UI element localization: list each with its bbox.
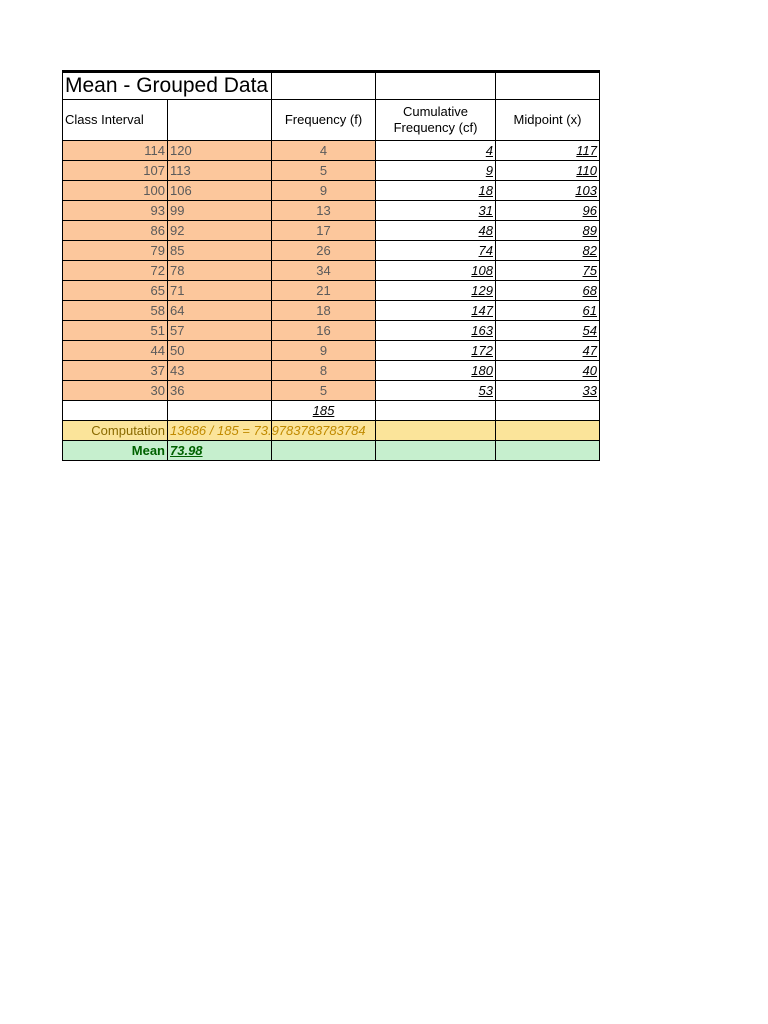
midpoint-cell[interactable]: 117 — [496, 141, 600, 161]
table-row — [63, 241, 600, 261]
cell[interactable] — [168, 401, 272, 421]
cell[interactable] — [272, 72, 376, 100]
computation-formula-cell[interactable] — [168, 421, 366, 441]
mean-value[interactable]: 73.98 — [168, 441, 272, 461]
frequency-cell[interactable]: 13 — [272, 201, 376, 221]
midpoint-cell[interactable]: 54 — [496, 321, 600, 341]
sheet-title: Mean - Grouped Data — [65, 74, 269, 97]
frequency-cell[interactable]: 34 — [272, 261, 376, 281]
class-upper-cell[interactable]: 85 — [168, 241, 272, 261]
class-lower-cell[interactable]: 100 — [63, 181, 168, 201]
grouped-data-table — [62, 70, 600, 461]
computation-label[interactable]: Computation — [63, 421, 168, 441]
class-lower-cell[interactable]: 58 — [63, 301, 168, 321]
midpoint-cell[interactable]: 89 — [496, 221, 600, 241]
cell[interactable] — [376, 441, 496, 461]
frequency-cell[interactable]: 9 — [272, 181, 376, 201]
computation-row — [63, 421, 600, 441]
class-lower-cell[interactable]: 51 — [63, 321, 168, 341]
cumulative-frequency-cell[interactable]: 180 — [376, 361, 496, 381]
cell[interactable] — [496, 421, 600, 441]
cell[interactable] — [496, 72, 600, 100]
class-upper-cell[interactable]: 36 — [168, 381, 272, 401]
table-row — [63, 361, 600, 381]
mean-label[interactable]: Mean — [63, 441, 168, 461]
class-upper-cell[interactable]: 64 — [168, 301, 272, 321]
title-cell[interactable] — [63, 72, 269, 100]
frequency-cell[interactable]: 5 — [272, 381, 376, 401]
class-upper-cell[interactable]: 120 — [168, 141, 272, 161]
midpoint-cell[interactable]: 75 — [496, 261, 600, 281]
class-upper-cell[interactable]: 71 — [168, 281, 272, 301]
frequency-cell[interactable]: 8 — [272, 361, 376, 381]
cell[interactable] — [496, 401, 600, 421]
class-lower-cell[interactable]: 107 — [63, 161, 168, 181]
class-upper-cell[interactable]: 106 — [168, 181, 272, 201]
cumulative-frequency-cell[interactable]: 18 — [376, 181, 496, 201]
cumulative-frequency-cell[interactable]: 4 — [376, 141, 496, 161]
midpoint-cell[interactable]: 61 — [496, 301, 600, 321]
midpoint-cell[interactable]: 68 — [496, 281, 600, 301]
midpoint-cell[interactable]: 82 — [496, 241, 600, 261]
table-row — [63, 201, 600, 221]
cumulative-frequency-cell[interactable]: 108 — [376, 261, 496, 281]
midpoint-cell[interactable]: 110 — [496, 161, 600, 181]
header-cumulative-frequency[interactable]: Cumulative Frequency (cf) — [376, 100, 496, 141]
class-upper-cell[interactable]: 43 — [168, 361, 272, 381]
frequency-cell[interactable]: 16 — [272, 321, 376, 341]
cell[interactable] — [376, 401, 496, 421]
cell[interactable] — [376, 72, 496, 100]
table-row — [63, 161, 600, 181]
header-midpoint[interactable]: Midpoint (x) — [496, 100, 600, 141]
midpoint-cell[interactable]: 96 — [496, 201, 600, 221]
table-row — [63, 221, 600, 241]
cumulative-frequency-cell[interactable]: 74 — [376, 241, 496, 261]
table-row — [63, 341, 600, 361]
class-upper-cell[interactable]: 57 — [168, 321, 272, 341]
class-lower-cell[interactable]: 79 — [63, 241, 168, 261]
table-row — [63, 381, 600, 401]
frequency-cell[interactable]: 17 — [272, 221, 376, 241]
midpoint-cell[interactable]: 33 — [496, 381, 600, 401]
class-lower-cell[interactable]: 37 — [63, 361, 168, 381]
class-lower-cell[interactable]: 93 — [63, 201, 168, 221]
class-lower-cell[interactable]: 86 — [63, 221, 168, 241]
table-row — [63, 181, 600, 201]
header-frequency[interactable]: Frequency (f) — [272, 100, 376, 141]
midpoint-cell[interactable]: 103 — [496, 181, 600, 201]
frequency-cell[interactable]: 5 — [272, 161, 376, 181]
frequency-cell[interactable]: 21 — [272, 281, 376, 301]
title-row — [63, 72, 600, 100]
cumulative-frequency-cell[interactable]: 147 — [376, 301, 496, 321]
cumulative-frequency-cell[interactable]: 48 — [376, 221, 496, 241]
class-lower-cell[interactable]: 72 — [63, 261, 168, 281]
cumulative-frequency-cell[interactable]: 31 — [376, 201, 496, 221]
frequency-cell[interactable]: 4 — [272, 141, 376, 161]
cumulative-frequency-cell[interactable]: 172 — [376, 341, 496, 361]
spreadsheet — [62, 70, 600, 461]
class-lower-cell[interactable]: 30 — [63, 381, 168, 401]
table-row — [63, 261, 600, 281]
class-upper-cell[interactable]: 50 — [168, 341, 272, 361]
class-upper-cell[interactable]: 78 — [168, 261, 272, 281]
class-upper-cell[interactable]: 92 — [168, 221, 272, 241]
total-frequency-cell[interactable]: 185 — [272, 401, 376, 421]
mean-row — [63, 441, 600, 461]
midpoint-cell[interactable]: 40 — [496, 361, 600, 381]
cell[interactable] — [376, 421, 496, 441]
class-upper-cell[interactable]: 113 — [168, 161, 272, 181]
computation-formula: 13686 / 185 = 73.9783783783784 — [170, 423, 366, 438]
cumulative-frequency-cell[interactable]: 129 — [376, 281, 496, 301]
class-lower-cell[interactable]: 114 — [63, 141, 168, 161]
cumulative-frequency-cell[interactable]: 9 — [376, 161, 496, 181]
table-row — [63, 281, 600, 301]
cumulative-frequency-cell[interactable]: 163 — [376, 321, 496, 341]
frequency-cell[interactable]: 9 — [272, 341, 376, 361]
table-row — [63, 141, 600, 161]
class-upper-cell[interactable]: 99 — [168, 201, 272, 221]
table-row — [63, 301, 600, 321]
cumulative-frequency-cell[interactable]: 53 — [376, 381, 496, 401]
total-row — [63, 401, 600, 421]
header-blank[interactable] — [168, 100, 272, 141]
header-class-interval[interactable]: Class Interval — [63, 100, 168, 141]
cell[interactable] — [272, 441, 376, 461]
cell[interactable] — [496, 441, 600, 461]
table-row — [63, 321, 600, 341]
class-lower-cell[interactable]: 65 — [63, 281, 168, 301]
frequency-cell[interactable]: 26 — [272, 241, 376, 261]
frequency-cell[interactable]: 18 — [272, 301, 376, 321]
midpoint-cell[interactable]: 47 — [496, 341, 600, 361]
class-lower-cell[interactable]: 44 — [63, 341, 168, 361]
header-row — [63, 100, 600, 141]
cell[interactable] — [63, 401, 168, 421]
